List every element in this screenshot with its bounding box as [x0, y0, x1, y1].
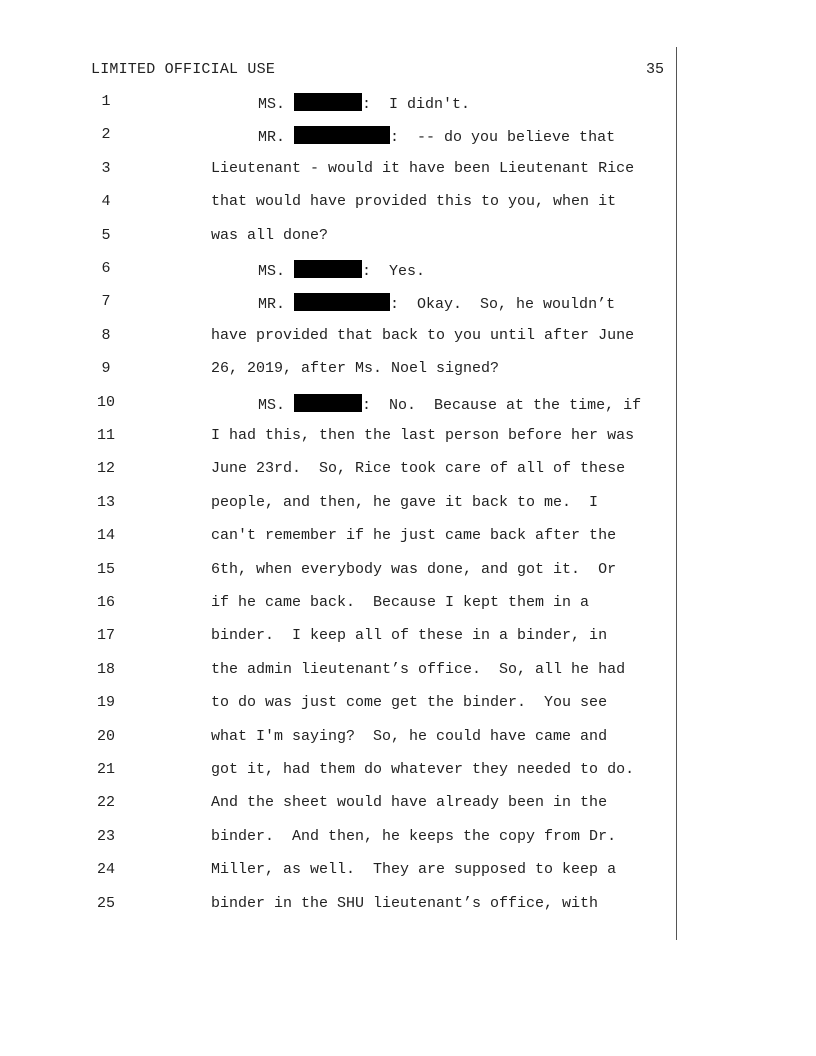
- transcript-line: [0, 293, 816, 326]
- transcript-line: [0, 427, 816, 460]
- speaker-remark: : Okay. So, he wouldn’t: [390, 296, 616, 314]
- page-number: 35: [646, 61, 665, 78]
- transcript-line: [0, 193, 816, 226]
- redaction-box: [294, 126, 390, 144]
- transcript-line: [0, 394, 816, 427]
- speaker-title: MS.: [258, 96, 286, 113]
- transcript-line: [0, 494, 816, 527]
- line-text: what I'm saying? So, he could have came and: [211, 727, 608, 745]
- line-number: 5: [101, 226, 111, 244]
- line-text: 26, 2019, after Ms. Noel signed?: [211, 360, 500, 378]
- line-number: 8: [101, 326, 111, 344]
- line-text: binder. I keep all of these in a binder, in: [211, 627, 608, 645]
- transcript-line: [0, 694, 816, 727]
- line-text: people, and then, he gave it back to me. I: [211, 493, 599, 511]
- line-text: can't remember if he just came back after the: [211, 527, 617, 545]
- line-text: got it, had them do whatever they needed to do.: [211, 761, 635, 778]
- transcript-line: [0, 728, 816, 761]
- line-number: 1: [101, 93, 111, 110]
- transcript-line: [0, 527, 816, 560]
- transcript-line: [0, 460, 816, 493]
- speaker-line: [258, 126, 615, 146]
- transcript-line: [0, 160, 816, 193]
- line-number: 18: [96, 660, 115, 678]
- redaction-box: [294, 293, 390, 311]
- speaker-title: MS.: [258, 396, 286, 414]
- line-number: 9: [101, 360, 111, 378]
- line-number: 23: [96, 827, 115, 845]
- line-number: 24: [96, 861, 115, 879]
- speaker-remark: : -- do you believe that: [390, 129, 616, 147]
- line-number: 2: [101, 126, 111, 144]
- transcript-line: [0, 594, 816, 627]
- transcript-line: [0, 794, 816, 827]
- line-text: June 23rd. So, Rice took care of all of these: [211, 460, 626, 478]
- transcript-line: [0, 761, 816, 794]
- transcript-line: [0, 627, 816, 660]
- transcript-line: [0, 93, 816, 126]
- transcript-line: [0, 360, 816, 393]
- line-number: 3: [101, 159, 111, 177]
- transcript-line: [0, 828, 816, 861]
- line-text: the admin lieutenant’s office. So, all he had: [211, 660, 626, 678]
- line-text: 6th, when everybody was done, and got it. Or: [211, 560, 617, 578]
- transcript-line: [0, 661, 816, 694]
- line-number: 11: [96, 427, 115, 444]
- speaker-line: [258, 293, 615, 313]
- line-number: 7: [101, 293, 111, 311]
- line-text: to do was just come get the binder. You see: [211, 694, 608, 712]
- line-text: Miller, as well. They are supposed to keep a: [211, 861, 617, 879]
- speaker-line: [258, 93, 470, 113]
- transcript-line: [0, 861, 816, 894]
- line-number: 17: [96, 627, 115, 645]
- speaker-title: MR.: [258, 296, 286, 314]
- line-text: binder. And then, he keeps the copy from Dr.: [211, 827, 617, 845]
- line-text: And the sheet would have already been in the: [211, 794, 608, 812]
- speaker-title: MR.: [258, 129, 286, 147]
- speaker-remark: : No. Because at the time, if: [362, 396, 642, 414]
- speaker-remark: : Yes.: [362, 263, 426, 280]
- line-text: binder in the SHU lieutenant’s office, with: [211, 894, 599, 912]
- line-number: 20: [96, 727, 115, 745]
- line-number: 22: [96, 794, 115, 812]
- line-number: 4: [101, 193, 111, 211]
- line-text: have provided that back to you until after June: [211, 326, 635, 344]
- line-number: 13: [96, 493, 115, 511]
- line-text: I had this, then the last person before her was: [211, 427, 635, 444]
- line-number: 25: [96, 894, 115, 912]
- redaction-box: [294, 394, 362, 412]
- speaker-remark: : I didn't.: [362, 96, 471, 113]
- line-number: 21: [96, 761, 115, 778]
- speaker-line: [258, 260, 425, 280]
- line-text: Lieutenant - would it have been Lieutenant Rice: [211, 159, 635, 177]
- classification-marking: LIMITED OFFICIAL USE: [91, 61, 276, 78]
- line-number: 10: [96, 393, 115, 411]
- line-text: if he came back. Because I kept them in a: [211, 594, 590, 611]
- transcript-line: [0, 327, 816, 360]
- transcript-line: [0, 227, 816, 260]
- line-text: was all done?: [211, 226, 329, 244]
- line-text: that would have provided this to you, when it: [211, 193, 617, 211]
- line-number: 14: [96, 527, 115, 545]
- redaction-box: [294, 260, 362, 278]
- line-number: 19: [96, 694, 115, 712]
- line-number: 15: [96, 560, 115, 578]
- line-number: 16: [96, 594, 115, 611]
- transcript-line: [0, 561, 816, 594]
- redaction-box: [294, 93, 362, 111]
- transcript-line: [0, 126, 816, 159]
- line-number: 12: [96, 460, 115, 478]
- transcript-line: [0, 260, 816, 293]
- speaker-line: [258, 394, 641, 414]
- speaker-title: MS.: [258, 263, 286, 280]
- line-number: 6: [101, 260, 111, 277]
- transcript-line: [0, 895, 816, 928]
